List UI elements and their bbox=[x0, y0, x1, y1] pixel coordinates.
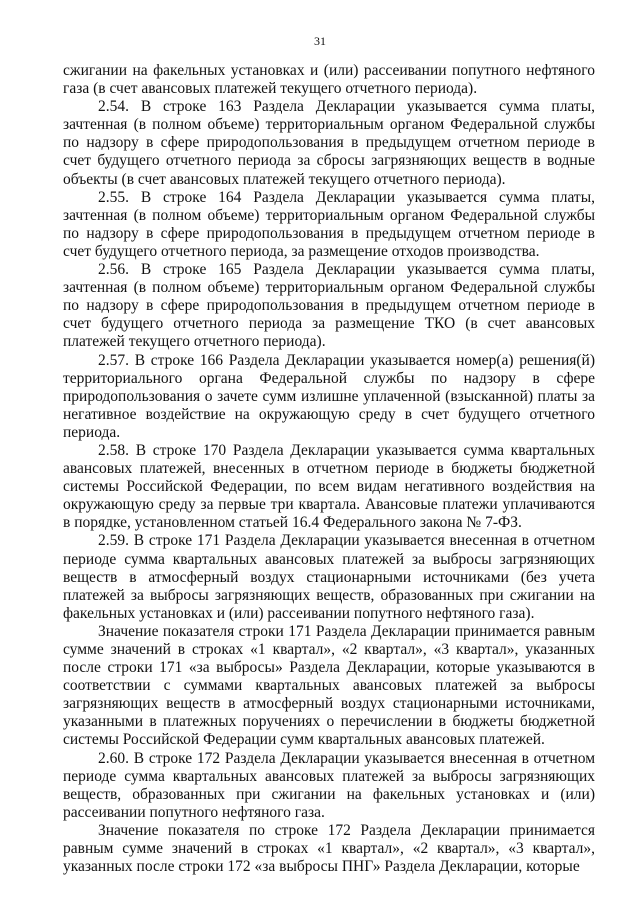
paragraph: Значение показателя строки 171 Раздела Декларации принимается равным сумме значений в строках «1 квартал», «2 квартал», «3 квартал», указанных после строки 171 «за выбросы» Раздела Декларации, которые указываются в соответствии с суммами квартальных авансовых платежей за выбросы загрязняющих веществ в атмосферный воздух стационарными источниками, указанными в платежных поручениях о перечислении в бюджеты бюджетной системы Российской Федерации сумм квартальных авансовых платежей. bbox=[63, 622, 595, 749]
page-number: 31 bbox=[314, 34, 326, 48]
paragraph: 2.57. В строке 166 Раздела Декларации указывается номер(а) решения(й) территориального органа Федеральной службы по надзору в сфере природопользования о зачете сумм излишне уплаченной (взысканной) платы за негативное воздействие на окружающую среду в счет будущего отчетного периода. bbox=[63, 351, 595, 441]
paragraph: 2.60. В строке 172 Раздела Декларации указывается внесенная в отчетном периоде сумма квартальных авансовых платежей за выбросы загрязняющих веществ, образованных при сжигании на факельных установках и (или) рассеивании попутного нефтяного газа. bbox=[63, 749, 595, 821]
paragraph: сжигании на факельных установках и (или) рассеивании попутного нефтяного газа (в счет авансовых платежей текущего отчетного периода). bbox=[63, 62, 595, 98]
paragraph: 2.59. В строке 171 Раздела Декларации указывается внесенная в отчетном периоде сумма квартальных авансовых платежей за выбросы загрязняющих веществ в атмосферный воздух стационарными источниками (без учета платежей за выбросы загрязняющих веществ, образованных при сжигании на факельных установках и (или) рассеивании попутного нефтяного газа). bbox=[63, 532, 595, 622]
paragraph: 2.56. В строке 165 Раздела Декларации указывается сумма платы, зачтенная (в полном объеме) территориальным органом Федеральной службы по надзору в сфере природопользования в предыдущем отчетном периоде в счет будущего отчетного периода за размещение ТКО (в счет авансовых платежей текущего отчетного периода). bbox=[63, 261, 595, 351]
paragraph: Значение показателя по строке 172 Раздела Декларации принимается равным сумме значений в строках «1 квартал», «2 квартал», «3 квартал», указанных после строки 172 «за выбросы ПНГ» Раздела Декларации, которые bbox=[63, 821, 595, 876]
document-body bbox=[63, 62, 595, 876]
paragraph: 2.55. В строке 164 Раздела Декларации указывается сумма платы, зачтенная (в полном объеме) территориальным органом Федеральной службы по надзору в сфере природопользования в предыдущем отчетном периоде в счет будущего отчетного периода, за размещение отходов производства. bbox=[63, 188, 595, 260]
paragraph: 2.58. В строке 170 Раздела Декларации указывается сумма квартальных авансовых платежей, внесенных в отчетном периоде в бюджеты бюджетной системы Российской Федерации, по всем видам негативного воздействия на окружающую среду за первые три квартала. Авансовые платежи уплачиваются в порядке, установленном статьей 16.4 Федерального закона № 7-ФЗ. bbox=[63, 441, 595, 532]
paragraph: 2.54. В строке 163 Раздела Декларации указывается сумма платы, зачтенная (в полном объеме) территориальным органом Федеральной службы по надзору в сфере природопользования в предыдущем отчетном периоде в счет будущего отчетного периода за сбросы загрязняющих веществ в водные объекты (в счет авансовых платежей текущего отчетного периода). bbox=[63, 98, 595, 188]
